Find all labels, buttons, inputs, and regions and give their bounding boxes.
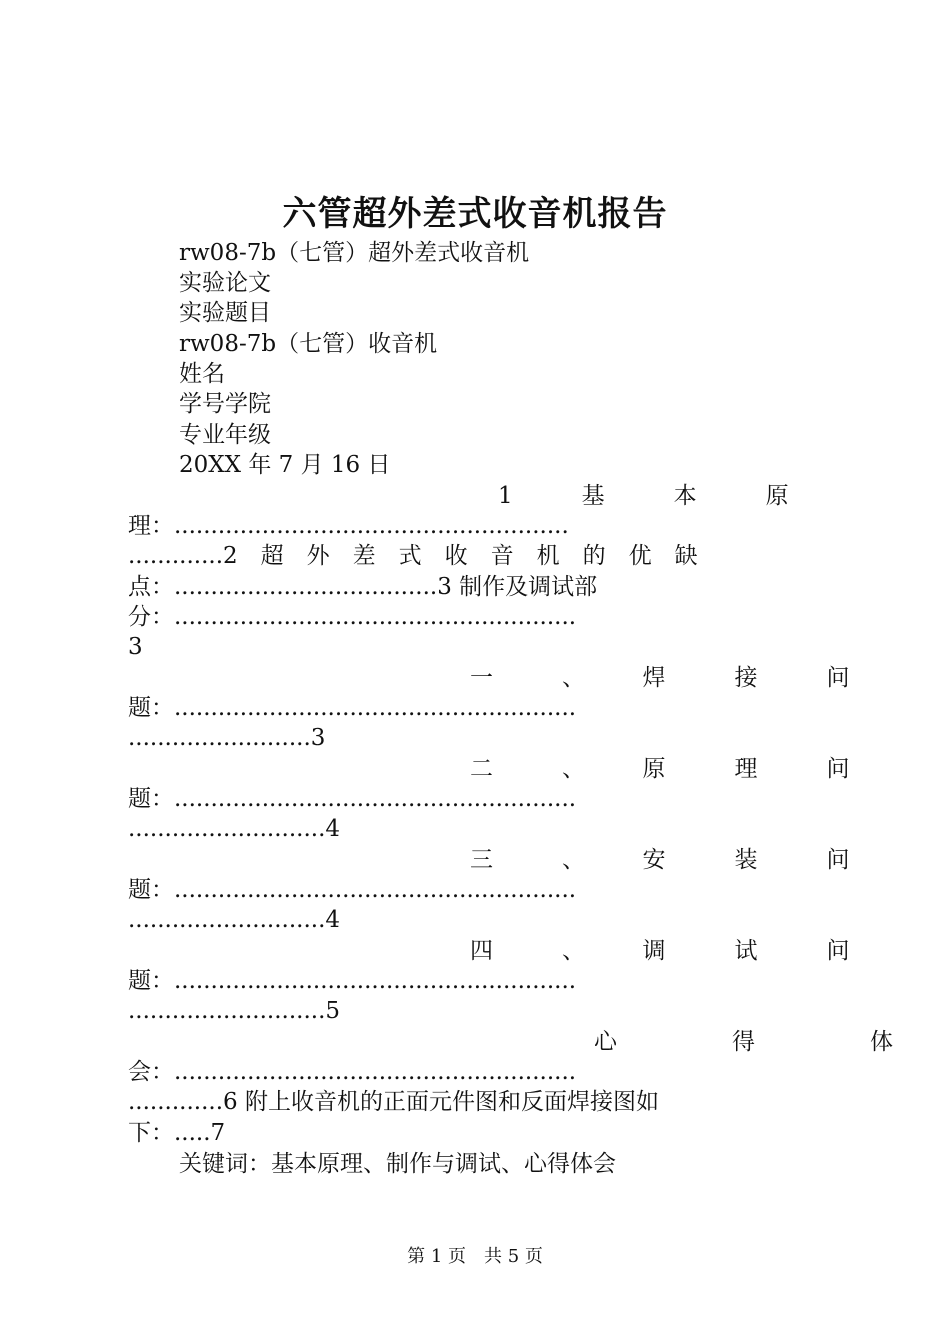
document-title: 六管超外差式收音机报告 <box>282 194 668 234</box>
header-line: 实验题目 <box>179 300 271 326</box>
toc-heading-debugging: 四 、 调 试 问 <box>470 938 850 964</box>
header-line: 专业年级 <box>179 422 271 448</box>
toc-entry-attachments: .............6 附上收音机的正面元件图和反面焊接图如 <box>128 1089 659 1115</box>
toc-heading-principle-issues: 二 、 原 理 问 <box>470 756 850 782</box>
toc-heading-experience: 心 得 体 <box>594 1029 893 1055</box>
keywords-line: 关键词：基本原理、制作与调试、心得体会 <box>179 1151 616 1177</box>
toc-leader: .........................3 <box>128 725 326 751</box>
toc-entry-below: 下：.....7 <box>128 1120 226 1146</box>
toc-leader: ...........................5 <box>128 998 341 1024</box>
header-line: 实验论文 <box>179 270 271 296</box>
toc-leader: 会：....................................................... <box>128 1059 577 1085</box>
toc-leader: ...........................4 <box>128 907 341 933</box>
toc-page-number: 3 <box>128 634 143 660</box>
page-footer: 第 1 页 共 5 页 <box>407 1246 543 1267</box>
header-line: 姓名 <box>179 361 225 387</box>
toc-heading-basic-principle: 1 基 本 原 <box>498 483 789 509</box>
toc-entry-advantages: .............2 超 外 差 式 收 音 机 的 优 缺 <box>128 543 698 569</box>
toc-leader: 理：...................................................... <box>128 513 569 539</box>
header-line: 学号学院 <box>179 391 271 417</box>
toc-leader: 分：....................................................... <box>128 604 577 630</box>
header-line: rw08-7b（七管）收音机 <box>179 331 438 357</box>
toc-leader: 题：....................................................... <box>128 695 577 721</box>
toc-entry-production: 点：....................................3 制作及调试部 <box>128 574 598 600</box>
toc-leader: 题：....................................................... <box>128 786 577 812</box>
date-line: 20XX 年 7 月 16 日 <box>179 452 391 478</box>
header-line: rw08-7b（七管）超外差式收音机 <box>179 240 530 266</box>
toc-leader: ...........................4 <box>128 816 341 842</box>
toc-heading-welding: 一 、 焊 接 问 <box>470 665 850 691</box>
toc-heading-installation: 三 、 安 装 问 <box>470 847 850 873</box>
toc-leader: 题：....................................................... <box>128 877 577 903</box>
toc-leader: 题：....................................................... <box>128 968 577 994</box>
